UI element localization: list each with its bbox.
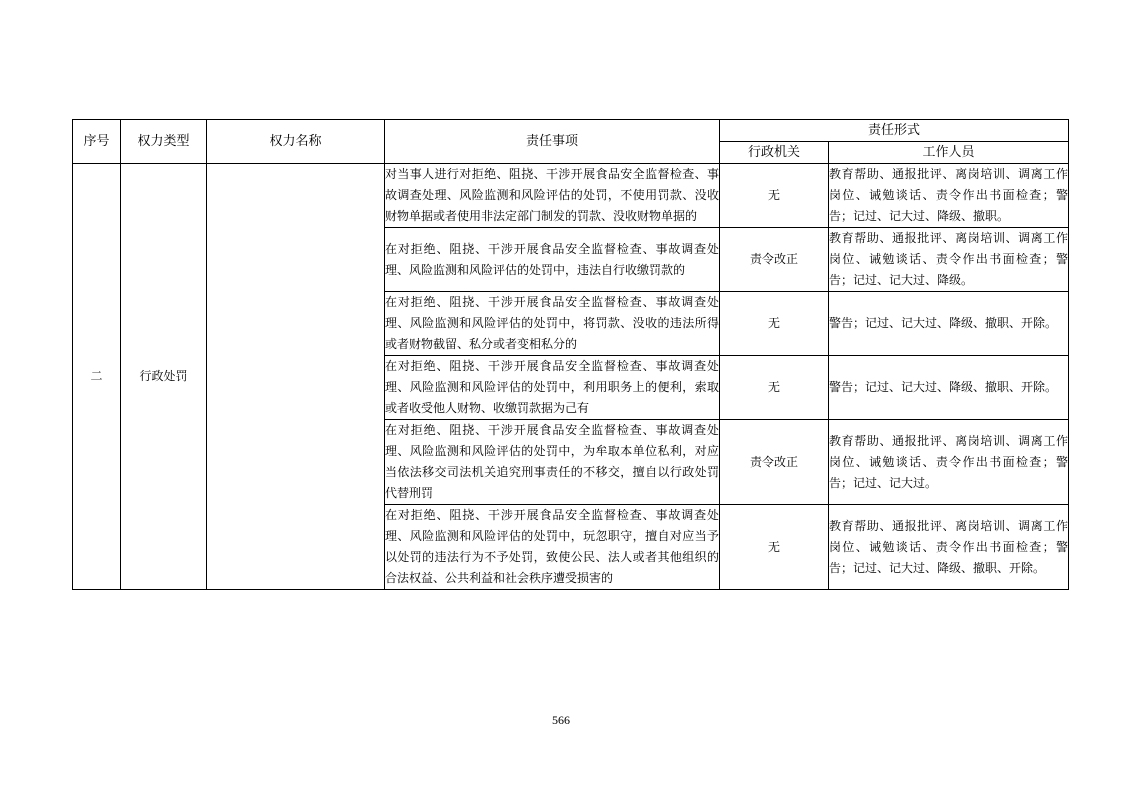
group-power-name (207, 164, 385, 590)
group-seq: 二 (73, 164, 121, 590)
duty-cell: 在对拒绝、阻挠、干涉开展食品安全监督检查、事故调查处理、风险监测和风险评估的处罚中，玩忽职守，擅自对应当予以处罚的违法行为不予处罚，致使公民、法人或者其他组织的合法权益、公共利益和社会秩序遭受损害的 (385, 505, 720, 590)
duty-cell: 在对拒绝、阻挠、干涉开展食品安全监督检查、事故调查处理、风险监测和风险评估的处罚中，利用职务上的便利，索取或者收受他人财物、收缴罚款据为己有 (385, 356, 720, 420)
header-row-1 (73, 120, 1069, 142)
duty-cell: 对当事人进行对拒绝、阻挠、干涉开展食品安全监督检查、事故调查处理、风险监测和风险评估的处罚，不使用罚款、没收财物单据或者使用非法定部门制发的罚款、没收财物单据的 (385, 164, 720, 228)
staff-cell: 警告；记过、记大过、降级、撤职、开除。 (829, 292, 1069, 356)
staff-cell: 警告；记过、记大过、降级、撤职、开除。 (829, 356, 1069, 420)
duty-cell: 在对拒绝、阻挠、干涉开展食品安全监督检查、事故调查处理、风险监测和风险评估的处罚中，将罚款、没收的违法所得或者财物截留、私分或者变相私分的 (385, 292, 720, 356)
org-cell: 无 (720, 356, 829, 420)
org-cell: 责令改正 (720, 228, 829, 292)
staff-cell: 教育帮助、通报批评、离岗培训、调离工作岗位、诫勉谈话、责令作出书面检查；警告；记过、记大过。 (829, 420, 1069, 505)
staff-cell: 教育帮助、通报批评、离岗培训、调离工作岗位、诫勉谈话、责令作出书面检查；警告；记过、记大过、降级。 (829, 228, 1069, 292)
header-power-type: 权力类型 (121, 120, 207, 164)
header-resp-form: 责任形式 (720, 120, 1069, 142)
responsibility-table (72, 119, 1069, 590)
header-power-name: 权力名称 (207, 120, 385, 164)
header-duty-items: 责任事项 (385, 120, 720, 164)
duty-cell: 在对拒绝、阻挠、干涉开展食品安全监督检查、事故调查处理、风险监测和风险评估的处罚中，违法自行收缴罚款的 (385, 228, 720, 292)
org-cell: 无 (720, 164, 829, 228)
staff-cell: 教育帮助、通报批评、离岗培训、调离工作岗位、诫勉谈话、责令作出书面检查；警告；记过、记大过、降级、撤职、开除。 (829, 505, 1069, 590)
staff-cell: 教育帮助、通报批评、离岗培训、调离工作岗位、诫勉谈话、责令作出书面检查；警告；记过、记大过、降级、撤职。 (829, 164, 1069, 228)
page-number: 566 (552, 713, 570, 727)
header-seq: 序号 (73, 120, 121, 164)
org-cell: 无 (720, 292, 829, 356)
table-row (73, 164, 1069, 228)
header-admin-org: 行政机关 (720, 142, 829, 164)
header-staff: 工作人员 (829, 142, 1069, 164)
org-cell: 无 (720, 505, 829, 590)
duty-cell: 在对拒绝、阻挠、干涉开展食品安全监督检查、事故调查处理、风险监测和风险评估的处罚中，为牟取本单位私利，对应当依法移交司法机关追究刑事责任的不移交，擅自以行政处罚代替刑罚 (385, 420, 720, 505)
org-cell: 责令改正 (720, 420, 829, 505)
group-power-type: 行政处罚 (121, 164, 207, 590)
